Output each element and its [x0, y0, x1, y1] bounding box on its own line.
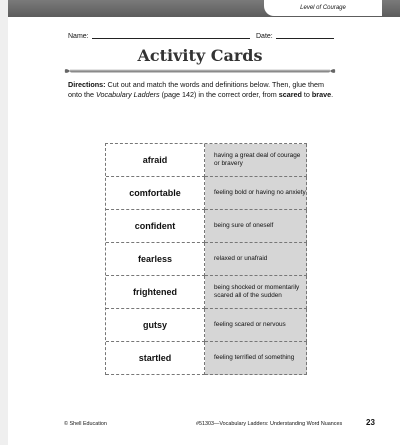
- section-tab: Level of Courage: [264, 0, 382, 16]
- decorative-rule: [64, 67, 336, 75]
- card-row: [106, 276, 307, 309]
- directions-part-4: .: [331, 90, 334, 99]
- word-card: frightened: [106, 276, 205, 309]
- name-label: Name:: [68, 33, 89, 40]
- card-row: [106, 144, 307, 177]
- directions-text: [68, 80, 338, 100]
- directions-part-3: to: [301, 90, 312, 99]
- book-title: Vocabulary Ladders: [95, 90, 160, 99]
- directions-part-2: (page 142) in the correct order, from: [159, 90, 279, 99]
- name-field: [68, 33, 250, 40]
- card-row: [106, 243, 307, 276]
- date-line: [276, 38, 334, 39]
- directions-part-1: Cut out and match the words and definitions below. Then, glue them onto the: [68, 80, 324, 99]
- definition-card: being shocked or momentarily scared all of the sudden: [205, 276, 307, 309]
- name-line: [92, 38, 250, 39]
- card-row: [106, 210, 307, 243]
- word-card: confident: [106, 210, 205, 243]
- definition-card: having a great deal of courage or bravery: [205, 144, 307, 177]
- definition-card: relaxed or unafraid: [205, 243, 307, 276]
- definition-card: feeling terrified of something: [205, 342, 307, 375]
- word-card: startled: [106, 342, 205, 375]
- definition-card: feeling scared or nervous: [205, 309, 307, 342]
- card-row: [106, 342, 307, 375]
- word-from: scared: [278, 90, 302, 99]
- page-title: Activity Cards: [137, 46, 263, 65]
- word-to: brave: [311, 90, 332, 99]
- word-card: afraid: [106, 144, 205, 177]
- page-number: 23: [366, 418, 375, 427]
- page-edge: [0, 0, 8, 445]
- date-label: Date:: [256, 33, 273, 40]
- product-credit: #51303—Vocabulary Ladders: Understanding Word Nuances: [196, 421, 343, 427]
- directions-label: Directions:: [68, 80, 106, 89]
- card-row: [106, 309, 307, 342]
- card-row: [106, 177, 307, 210]
- date-field: [256, 33, 334, 40]
- activity-card-grid: [105, 143, 307, 375]
- word-card: comfortable: [106, 177, 205, 210]
- word-card: fearless: [106, 243, 205, 276]
- word-card: gutsy: [106, 309, 205, 342]
- definition-card: feeling bold or having no anxiety: [205, 177, 307, 210]
- publisher-credit: © Shell Education: [64, 421, 107, 427]
- definition-card: being sure of oneself: [205, 210, 307, 243]
